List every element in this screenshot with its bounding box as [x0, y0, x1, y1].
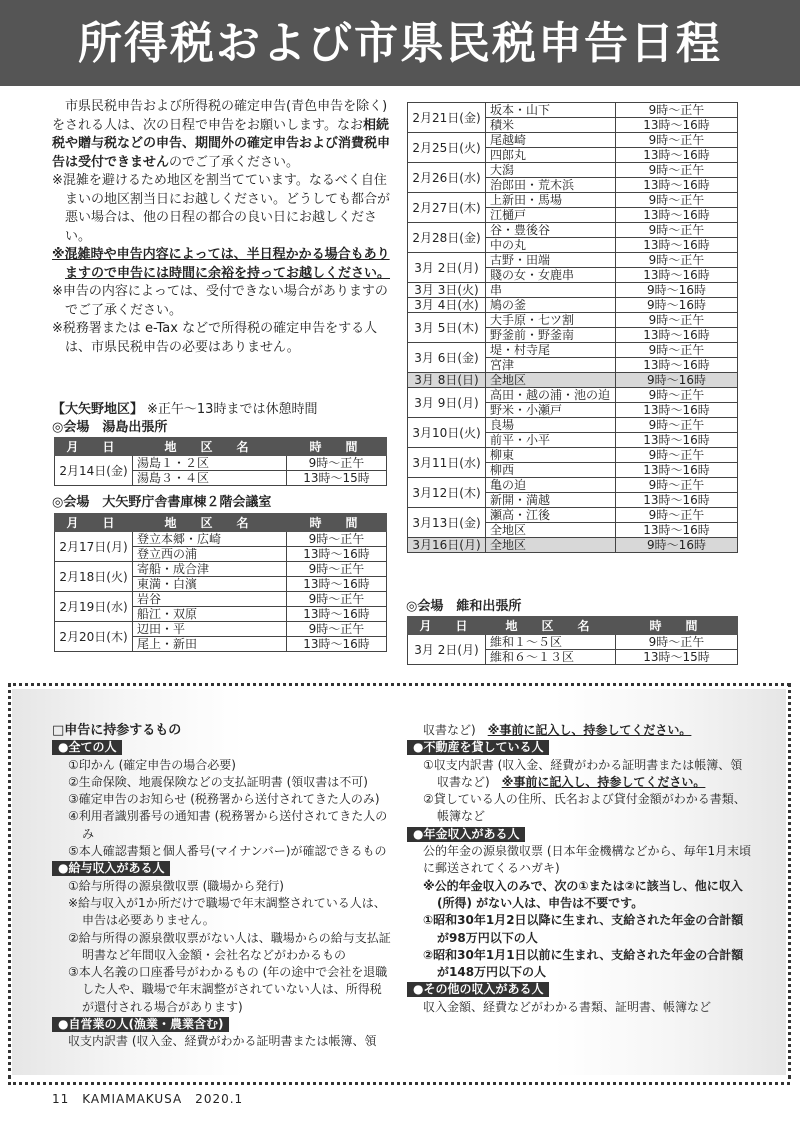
header-time: 時 間: [287, 438, 387, 456]
page-footer: 11 KAMIAMAKUSA 2020.1: [52, 1092, 244, 1106]
table-row: [408, 373, 738, 388]
row-time: 13時～16時: [616, 238, 738, 253]
row-time: 13時～16時: [616, 358, 738, 373]
all-item-5: ⑤本人確認書類と個人番号(マイナンバー)が確認できるもの: [68, 844, 387, 859]
row-time: 9時～正午: [287, 622, 387, 637]
row-time: 9時～正午: [616, 163, 738, 178]
tag-business: ●自営業の人(漁業・農業含む): [52, 1017, 229, 1032]
row-area: 寄船・成合津: [133, 562, 287, 577]
table-row: [408, 223, 738, 238]
row-area: 宮津: [486, 358, 616, 373]
intro-note-1: ※混雑を避けるため地区を割当てています。なるべく自住まいの地区割当日にお越しください。どうしても都合が悪い場合は、他の日程の都合の良い日にお越しください。: [52, 173, 391, 244]
table-row: [408, 163, 738, 178]
row-time: 13時～16時: [616, 403, 738, 418]
table-row: [408, 635, 738, 650]
row-date: 3月11日(水): [408, 448, 486, 478]
table-row: [408, 343, 738, 358]
row-area: 尾上・新田: [133, 637, 287, 652]
row-date: 2月14日(金): [55, 456, 133, 486]
row-date: 3月 5日(木): [408, 313, 486, 343]
row-time: 13時～16時: [616, 463, 738, 478]
row-time: 9時～正午: [616, 193, 738, 208]
page-title: 所得税および市県民税申告日程: [78, 18, 722, 69]
row-time: 13時～16時: [616, 433, 738, 448]
row-time: 13時～16時: [287, 577, 387, 592]
table-row: [408, 298, 738, 313]
row-time: 9時～正午: [616, 508, 738, 523]
row-time: 13時～16時: [616, 268, 738, 283]
row-area: 谷・豊後谷: [486, 223, 616, 238]
row-time: 9時～16時: [616, 298, 738, 313]
table-row: [408, 538, 738, 553]
other-text: 収入金額、経費などがわかる書類、証明書、帳簿など: [423, 999, 712, 1014]
table-header-row: [55, 514, 387, 532]
row-time: 9時～正午: [616, 635, 738, 650]
intro-note-3: ※申告の内容によっては、受付できない場合がありますのでご了承ください。: [52, 284, 388, 318]
row-date: 2月19日(水): [55, 592, 133, 622]
header-time: 時 間: [616, 617, 738, 635]
bring-border-right: [788, 683, 791, 1079]
page-title-banner: [0, 0, 800, 86]
row-time: 9時～正午: [616, 133, 738, 148]
tag-pension: ●年金収入がある人: [407, 827, 525, 842]
row-date: 2月18日(火): [55, 562, 133, 592]
row-time: 13時～16時: [287, 637, 387, 652]
header-date: 月 日: [408, 617, 486, 635]
pension-condition-1: ①昭和30年1月2日以降に生まれ、支給された年金の合計額が98万円以下の人: [423, 913, 744, 945]
table-row: [408, 313, 738, 328]
header-time: 時 間: [287, 514, 387, 532]
row-time: 9時～正午: [616, 478, 738, 493]
business-text: 収支内訳書 (収入金、経費がわかる証明書または帳簿、領: [68, 1034, 377, 1049]
row-area: 野釜前・野釜南: [486, 328, 616, 343]
row-time: 9時～正午: [616, 343, 738, 358]
salary-item-3: ②給与所得の源泉徴収票がない人は、職場からの給与支払証明書など年間収入金額・会社名などがわかるもの: [68, 930, 391, 962]
row-area: 新開・満越: [486, 493, 616, 508]
row-time: 9時～16時: [616, 373, 738, 388]
row-time: 9時～正午: [616, 388, 738, 403]
header-area: 地 区 名: [133, 438, 287, 456]
table-row: [408, 133, 738, 148]
row-area: 古野・田端: [486, 253, 616, 268]
row-time: 13時～16時: [287, 607, 387, 622]
salary-item-2: ※給与収入が1か所だけで職場で年末調整されている人は、申告は必要ありません。: [68, 895, 386, 928]
row-time: 13時～15時: [616, 650, 738, 665]
intro-text-a: 市県民税申告および所得税の確定申告(青色申告を除く)をされる人は、次の日程で申告をお願いします。なお: [52, 99, 388, 133]
bring-border-left: [8, 683, 11, 1079]
header-area: 地 区 名: [133, 514, 287, 532]
row-date: 2月25日(火): [408, 133, 486, 163]
row-area: 全地区: [486, 538, 616, 553]
table-header-row: [55, 438, 387, 456]
row-time: 13時～15時: [287, 471, 387, 486]
realestate-note: ※事前に記入し、持参してください。: [501, 774, 706, 789]
table-row: [408, 103, 738, 118]
row-time: 9時～16時: [616, 283, 738, 298]
row-area: 湯島３・４区: [133, 471, 287, 486]
row-date: 3月 9日(月): [408, 388, 486, 418]
row-date: 3月 2日(月): [408, 635, 486, 665]
all-item-3: ③確定申告のお知らせ (税務署から送付されてきた人のみ): [68, 792, 380, 807]
row-time: 9時～正午: [616, 418, 738, 433]
row-area: 賤の女・女鹿串: [486, 268, 616, 283]
table-row: [55, 592, 387, 607]
table-row: [55, 456, 387, 471]
row-date: 3月 8日(日): [408, 373, 486, 388]
row-area: 坂本・山下: [486, 103, 616, 118]
bring-right-column: [407, 722, 752, 1016]
row-area: 大潟: [486, 163, 616, 178]
intro-text-c: のでご了承ください。: [169, 154, 300, 170]
row-date: 3月12日(木): [408, 478, 486, 508]
row-time: 9時～16時: [616, 538, 738, 553]
intro-text: [52, 98, 390, 357]
right-schedule-table: [407, 102, 738, 553]
table-row: [408, 283, 738, 298]
row-time: 13時～16時: [287, 547, 387, 562]
table-row: [408, 388, 738, 403]
row-area: 江樋戸: [486, 208, 616, 223]
row-area: 大手原・七ツ割: [486, 313, 616, 328]
row-time: 13時～16時: [616, 493, 738, 508]
row-area: 野米・小瀬戸: [486, 403, 616, 418]
table-row: [408, 253, 738, 268]
row-area: 串: [486, 283, 616, 298]
row-area: 亀の迫: [486, 478, 616, 493]
row-area: 四郎丸: [486, 148, 616, 163]
row-time: 13時～16時: [616, 208, 738, 223]
venue1-table: [54, 437, 387, 486]
pension-text: 公的年金の源泉徴収票 (日本年金機構などから、毎年1月末頃に郵送されてくるハガキ): [423, 844, 752, 876]
tag-other: ●その他の収入がある人: [407, 982, 549, 997]
row-area: 船江・双原: [133, 607, 287, 622]
salary-item-1: ①給与所得の源泉徴収票 (職場から発行): [68, 878, 284, 893]
row-time: 9時～正午: [616, 223, 738, 238]
row-area: 前平・小平: [486, 433, 616, 448]
table-row: [408, 193, 738, 208]
row-area: 高田・越の浦・池の迫: [486, 388, 616, 403]
header-area: 地 区 名: [486, 617, 616, 635]
row-area: 岩谷: [133, 592, 287, 607]
row-date: 2月17日(月): [55, 532, 133, 562]
row-area: 維和１～５区: [486, 635, 616, 650]
row-area: 堤・村寺尾: [486, 343, 616, 358]
header-date: 月 日: [55, 438, 133, 456]
row-time: 13時～16時: [616, 523, 738, 538]
bring-heading: □申告に持参するもの: [52, 723, 182, 738]
row-date: 2月26日(水): [408, 163, 486, 193]
intro-text-bold: 相続税や贈与税などの申告、期間外の確定申告および消費税申告は受付できません: [52, 117, 391, 170]
row-area: 上新田・馬場: [486, 193, 616, 208]
row-area: 良場: [486, 418, 616, 433]
row-area: 全地区: [486, 523, 616, 538]
row-date: 3月 2日(月): [408, 253, 486, 283]
row-area: 東満・白濱: [133, 577, 287, 592]
table-row: [408, 508, 738, 523]
tag-realestate: ●不動産を貸している人: [407, 740, 549, 755]
realestate-item-1: ①収支内訳書 (収入金、経費がわかる証明書または帳簿、領収書など): [423, 757, 743, 789]
business-cont: 収書など): [423, 723, 476, 737]
row-area: 中の丸: [486, 238, 616, 253]
oyano-heading: [52, 402, 317, 418]
table-row: [55, 532, 387, 547]
all-item-2: ②生命保険、地震保険などの支払証明書 (領収書は不可): [68, 774, 368, 789]
row-time: 13時～16時: [616, 118, 738, 133]
row-date: 3月13日(金): [408, 508, 486, 538]
pension-note: ※公的年金収入のみで、次の①または②に該当し、他に収入 (所得) がない人は、申告は不要です。: [423, 878, 743, 910]
row-date: 2月27日(木): [408, 193, 486, 223]
intro-note-2: ※混雑時や申告内容によっては、半日程かかる場合もありますので申告には時間に余裕を持ってお越しください。: [52, 247, 391, 281]
bring-left-column: [52, 722, 392, 1051]
row-time: 9時～正午: [287, 562, 387, 577]
row-date: 2月21日(金): [408, 103, 486, 133]
row-time: 9時～正午: [616, 448, 738, 463]
row-area: 積米: [486, 118, 616, 133]
row-time: 13時～16時: [616, 148, 738, 163]
venue2-table: [54, 513, 387, 652]
row-time: 13時～16時: [616, 178, 738, 193]
oyano-note: ※正午～13時までは休憩時間: [147, 402, 318, 417]
row-area: 柳西: [486, 463, 616, 478]
business-note: ※事前に記入し、持参してください。: [487, 723, 692, 737]
salary-item-4: ③本人名義の口座番号がわかるもの (年の途中で会社を退職した人や、職場で年末調整がされていない人は、所得税が還付される場合があります): [68, 965, 388, 1014]
header-date: 月 日: [55, 514, 133, 532]
row-time: 9時～正午: [616, 103, 738, 118]
row-time: 9時～正午: [287, 456, 387, 471]
row-date: 3月 3日(火): [408, 283, 486, 298]
realestate-item-2: ②貸している人の住所、氏名および貸付金額がわかる書類、帳簿など: [423, 792, 746, 824]
tag-all: ●全ての人: [52, 740, 122, 755]
row-area: 辺田・平: [133, 622, 287, 637]
row-area: 治郎田・荒木浜: [486, 178, 616, 193]
salary-list: [52, 878, 392, 1016]
row-area: 鳩の釜: [486, 298, 616, 313]
row-area: 維和６～１３区: [486, 650, 616, 665]
row-time: 9時～正午: [616, 253, 738, 268]
row-area: 全地区: [486, 373, 616, 388]
venue3-name: ◎会場 維和出張所: [406, 599, 522, 614]
table-row: [408, 418, 738, 433]
venue1-name: ◎会場 湯島出張所: [52, 420, 168, 435]
intro-note-4: ※税務署または e-Tax などで所得税の確定申告をする人は、市県民税申告の必要はありません。: [52, 321, 378, 355]
table-row: [408, 478, 738, 493]
row-area: 登立本郷・広崎: [133, 532, 287, 547]
oyano-title: 【大矢野地区】: [52, 402, 144, 417]
table-row: [55, 622, 387, 637]
venue2-name: ◎会場 大矢野庁舎書庫棟２階会議室: [52, 495, 272, 510]
row-time: 13時～16時: [616, 328, 738, 343]
pension-condition-2: ②昭和30年1月1日以前に生まれ、支給された年金の合計額が148万円以下の人: [423, 947, 744, 980]
row-date: 3月 6日(金): [408, 343, 486, 373]
row-area: 尾越崎: [486, 133, 616, 148]
row-time: 9時～正午: [287, 592, 387, 607]
table-header-row: [408, 617, 738, 635]
intro-paragraph: [52, 98, 390, 172]
table-row: [408, 448, 738, 463]
row-area: 湯島１・２区: [133, 456, 287, 471]
row-area: 柳東: [486, 448, 616, 463]
all-item-1: ①印かん (確定申告の場合必要): [68, 757, 236, 772]
row-time: 9時～正午: [287, 532, 387, 547]
venue3-table: [407, 616, 738, 665]
row-date: 3月 4日(水): [408, 298, 486, 313]
row-area: 瀬高・江後: [486, 508, 616, 523]
row-area: 登立西の浦: [133, 547, 287, 562]
row-date: 2月20日(木): [55, 622, 133, 652]
row-time: 9時～正午: [616, 313, 738, 328]
row-date: 2月28日(金): [408, 223, 486, 253]
row-date: 3月10日(火): [408, 418, 486, 448]
tag-salary: ●給与収入がある人: [52, 861, 170, 876]
all-item-4: ④利用者識別番号の通知書 (税務署から送付されてきた人のみ: [68, 809, 388, 841]
table-row: [55, 562, 387, 577]
all-list: [52, 757, 392, 861]
row-date: 3月16日(月): [408, 538, 486, 553]
